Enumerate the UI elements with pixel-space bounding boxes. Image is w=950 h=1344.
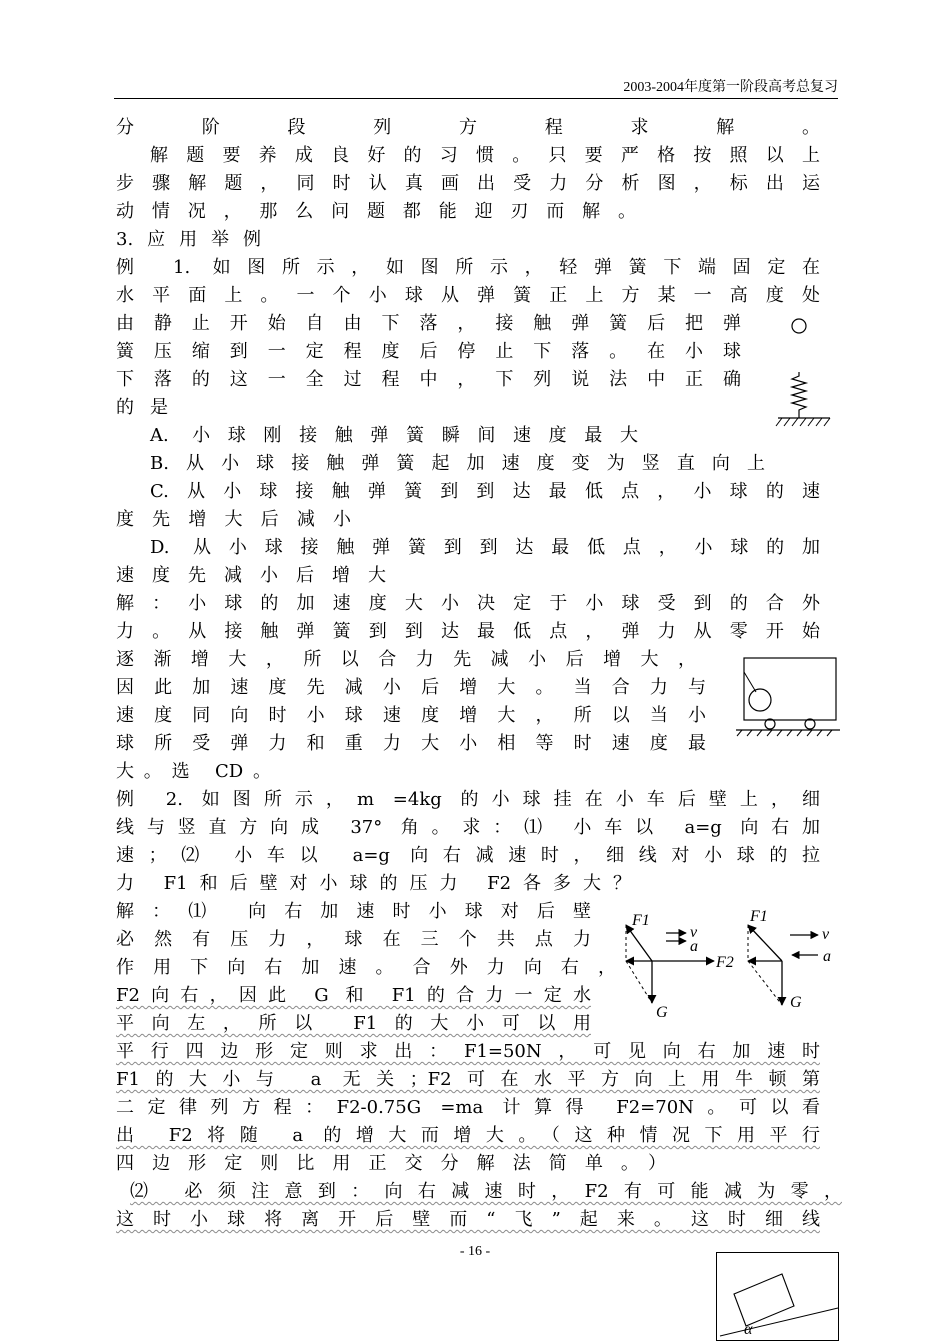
text-line: 度先增大后减小 <box>116 509 351 530</box>
text-line: 速度先减小后增大 <box>116 565 386 586</box>
option-c: C.从小球接触弹簧到到达最低点，小球的速 <box>150 481 820 502</box>
solution-line: 球所受弹力和重力大小相等时速度最 <box>116 733 706 754</box>
force-diagram <box>618 905 843 1021</box>
solution-line: 必然有压力，球在三个共点力 <box>116 929 591 950</box>
running-header: 2003-2004年度第一阶段高考总复习 <box>114 78 838 99</box>
cart-figure <box>736 654 841 738</box>
text-line: 速；⑵ 小车以 a=g 向右减速时，细线对小球的拉 <box>116 845 820 866</box>
solution-line: 作用下向右加速。合外力向右， <box>116 957 616 978</box>
solution-line: 四边形定则比用正交分解法简单。） <box>116 1153 666 1174</box>
text-line: 由静止开始自由下落，接触弹簧后把弹 <box>116 313 741 334</box>
example-2-title: 例 2. 如图所示，m =4kg 的小球挂在小车后壁上，细 <box>116 789 820 810</box>
a-label-2: a <box>823 948 831 965</box>
text-line: 步骤解题，同时认真画出受力分析图，标出运 <box>116 173 820 194</box>
solution-line: 逐渐增大，所以合力先减小后增大， <box>116 649 696 670</box>
a-label: a <box>690 938 698 955</box>
text-line: 水平面上。一个小球从弹簧正上方某一高度处 <box>116 285 820 306</box>
v-label-2: v <box>822 926 830 943</box>
solution-line: 这时小球将离开后壁而“飞”起来。这时细线 <box>116 1209 820 1230</box>
text-line: 分阶段列方程求解。 <box>116 117 820 138</box>
spring-figure <box>770 312 840 432</box>
solution-line: 速度同向时小球速度增大，所以当小 <box>116 705 706 726</box>
text-line: 下落的这一全过程中，下列说法中正确 <box>116 369 741 390</box>
solution-line: F1的大小与 a 无关；F2可在水平方向上用牛顿第 <box>116 1069 820 1090</box>
solution-line: 大。选 CD。 <box>116 761 271 782</box>
solution-line: 平向左，所以 F1的大小可以用 <box>116 1013 591 1034</box>
solution-line: 平行四边形定则求出：F1=50N，可见向右加速时 <box>116 1041 820 1062</box>
f1-label: F1 <box>632 912 650 929</box>
f2-label: F2 <box>716 954 734 971</box>
text-line: 线与竖直方向成 37° 角。求：⑴ 小车以 a=g 向右加 <box>116 817 820 838</box>
option-a: A. 小球刚接触弹簧瞬间速度最大 <box>150 425 638 446</box>
option-d: D. 从小球接触弹簧到到达最低点，小球的加 <box>150 537 820 558</box>
text-line: 动情况，那么问题都能迎刃而解。 <box>116 201 636 222</box>
solution-line: ⑵ 必须注意到：向右减速时，F2有可能减为零， <box>130 1181 842 1202</box>
solution-line: 二定律列方程：F2-0.75G =ma 计算得 F2=70N。可以看 <box>116 1097 820 1118</box>
solution-line: 力。从接触弹簧到到达最低点，弹力从零开始 <box>116 621 820 642</box>
f1-label-2: F1 <box>750 908 768 925</box>
solution-line: 解：小球的加速度大小决定于小球受到的合外 <box>116 593 820 614</box>
v-label: v <box>690 924 698 941</box>
g-label: G <box>656 1004 668 1021</box>
text-line: 解题要养成良好的习惯。只要严格按照以上 <box>150 145 820 166</box>
incline-figure <box>716 1252 840 1342</box>
text-line: 的是 <box>116 397 168 418</box>
text-line: 簧压缩到一定程度后停止下落。在小球 <box>116 341 741 362</box>
example-1-title: 例 1. 如图所示，如图所示，轻弹簧下端固定在 <box>116 257 820 278</box>
text-line: 力 F1和后壁对小球的压力 F2各多大？ <box>116 873 631 894</box>
page-number: - 16 - <box>459 1244 491 1259</box>
alpha-label: α <box>744 1321 753 1338</box>
solution-line: 出 F2将随 a 的增大而增大。（这种情况下用平行 <box>116 1125 820 1146</box>
solution-line: 解：⑴ 向右加速时小球对后壁 <box>116 901 591 922</box>
solution-line: F2向右，因此 G 和 F1的合力一定水 <box>116 985 591 1006</box>
section-heading: 3.应用举例 <box>116 229 261 250</box>
g-label-2: G <box>790 994 802 1011</box>
solution-line: 因此加速度先减小后增大。当合力与 <box>116 677 706 698</box>
option-b: B.从小球接触弹簧起加速度变为竖直向上 <box>150 453 765 474</box>
